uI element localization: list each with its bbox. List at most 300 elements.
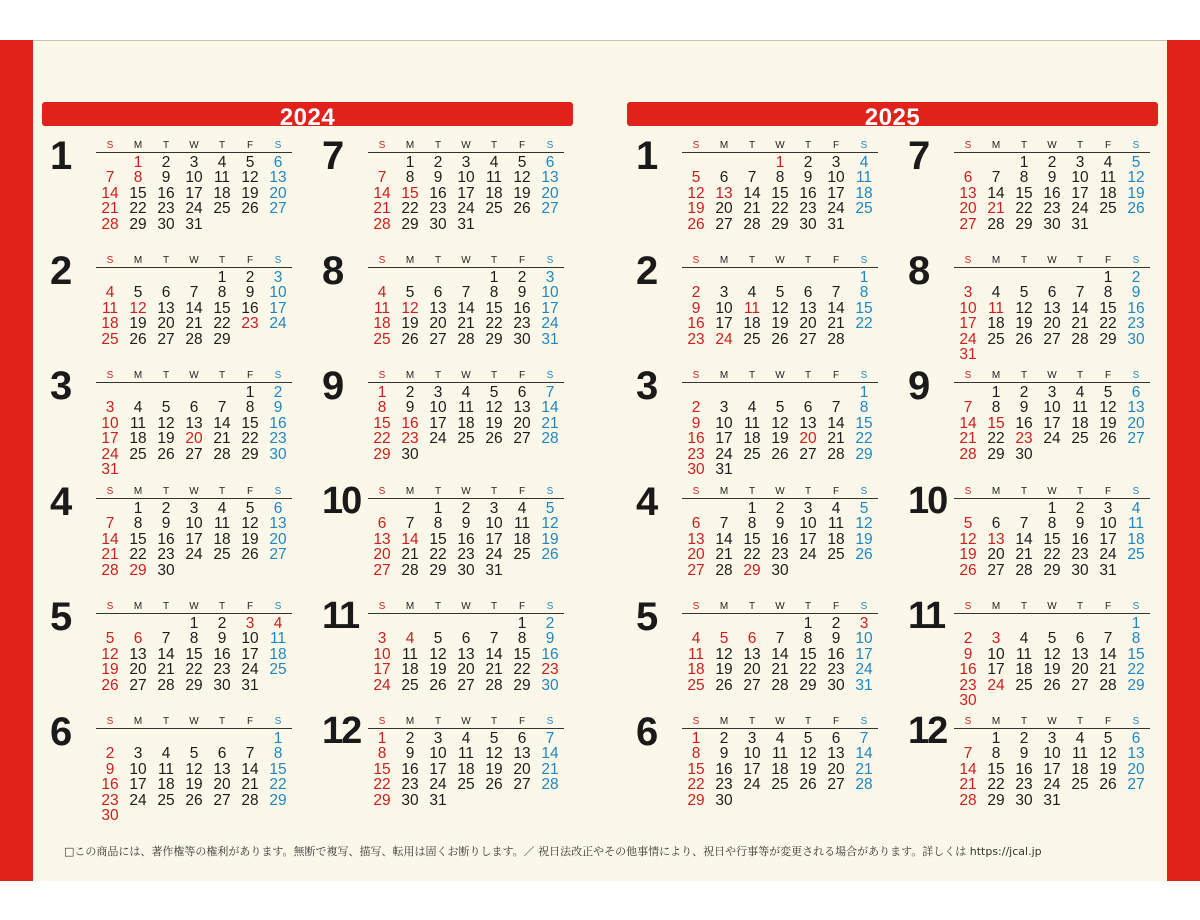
day-cell: 21 [1071, 315, 1089, 333]
day-cell: 26 [1099, 776, 1117, 794]
day-cell: 15 [987, 760, 1005, 778]
day-cell: 25 [687, 676, 705, 694]
day-cell: 13 [1127, 745, 1145, 763]
day-cell: 7 [105, 515, 115, 533]
day-cell: 1 [991, 730, 1001, 747]
day-cell: 27 [743, 676, 761, 694]
weekday-header: T [1076, 370, 1084, 381]
weekday-header: W [189, 140, 199, 151]
day-cell: 15 [771, 184, 789, 202]
day-cell: 18 [827, 530, 845, 548]
day-cell: 14 [457, 299, 475, 317]
day-cell: 23 [715, 776, 733, 794]
day-cell: 22 [687, 776, 705, 794]
day-cell: 31 [855, 676, 873, 694]
month-grid [682, 486, 878, 579]
day-cell: 17 [269, 299, 287, 317]
day-cell: 26 [1127, 200, 1145, 218]
month-block [50, 249, 320, 367]
weekday-header: M [133, 370, 143, 381]
day-cell: 21 [987, 200, 1005, 218]
day-cell: 7 [489, 630, 499, 648]
weekday-header: F [518, 486, 526, 497]
day-cell: 20 [373, 546, 391, 564]
day-cell: 15 [213, 299, 231, 317]
day-cell: 23 [213, 661, 231, 679]
day-cell: 7 [461, 284, 471, 302]
weekday-header: T [490, 486, 498, 497]
day-cell: 26 [687, 215, 705, 233]
day-cell: 9 [691, 299, 701, 317]
day-cell: 13 [129, 645, 147, 663]
day-cell: 4 [377, 284, 387, 302]
day-cell: 10 [185, 515, 203, 533]
day-cell: 25 [1015, 676, 1033, 694]
day-cell: 9 [1047, 169, 1057, 187]
day-cell: 18 [1127, 530, 1145, 548]
day-cell: 11 [213, 169, 231, 187]
day-cell: 27 [213, 791, 231, 809]
day-cell: 25 [213, 546, 231, 564]
month-grid [954, 601, 1150, 709]
day-cell: 19 [715, 661, 733, 679]
day-cell: 16 [401, 760, 419, 778]
day-cell: 9 [775, 515, 785, 533]
day-cell: 7 [963, 399, 973, 417]
year-title: 2025 [864, 104, 921, 131]
day-cell: 8 [1019, 169, 1029, 187]
day-cell: 18 [129, 430, 147, 448]
weekday-header: T [1076, 486, 1084, 497]
month-number: 1 [636, 134, 656, 178]
day-cell: 21 [541, 414, 559, 432]
day-cell: 14 [1071, 299, 1089, 317]
month-number: 10 [908, 480, 947, 522]
day-cell: 21 [541, 760, 559, 778]
day-cell: 1 [217, 269, 227, 286]
day-cell: 28 [541, 776, 559, 794]
weekday-header: T [218, 716, 226, 727]
day-cell: 17 [959, 315, 977, 333]
weekday-header: F [1104, 255, 1112, 266]
day-cell: 20 [799, 315, 817, 333]
day-cell: 13 [715, 184, 733, 202]
day-cell: 26 [241, 200, 259, 218]
day-cell: 31 [1043, 791, 1061, 809]
weekday-header: T [490, 140, 498, 151]
day-cell: 16 [457, 530, 475, 548]
month-number: 8 [908, 249, 928, 293]
day-cell: 16 [1127, 299, 1145, 317]
day-cell: 26 [157, 445, 175, 463]
day-cell: 28 [987, 215, 1005, 233]
day-cell: 14 [373, 184, 391, 202]
month-block [636, 134, 906, 252]
day-cell: 5 [105, 630, 115, 648]
day-cell: 24 [715, 330, 733, 348]
day-cell: 20 [269, 530, 287, 548]
day-cell: 5 [1019, 284, 1029, 302]
day-cell: 5 [245, 154, 255, 171]
day-cell: 15 [129, 530, 147, 548]
weekday-header: S [274, 601, 282, 612]
day-cell: 27 [429, 330, 447, 348]
weekday-header: T [1020, 601, 1028, 612]
day-cell: 18 [1071, 760, 1089, 778]
weekday-header: S [106, 486, 114, 497]
day-cell: 16 [959, 661, 977, 679]
day-cell: 13 [457, 645, 475, 663]
day-cell: 23 [157, 546, 175, 564]
weekday-header: S [692, 486, 700, 497]
day-cell: 27 [715, 215, 733, 233]
day-cell: 22 [1127, 661, 1145, 679]
day-cell: 7 [1019, 515, 1029, 533]
day-cell: 13 [1071, 645, 1089, 663]
weekday-header: S [378, 601, 386, 612]
weekday-header: M [991, 255, 1001, 266]
day-cell: 16 [1071, 530, 1089, 548]
day-cell: 19 [1015, 315, 1033, 333]
day-cell: 16 [771, 530, 789, 548]
day-cell: 28 [771, 676, 789, 694]
day-cell: 4 [1019, 630, 1029, 648]
day-cell: 5 [859, 500, 869, 517]
day-cell: 29 [687, 791, 705, 809]
day-cell: 2 [803, 154, 813, 171]
day-cell: 26 [429, 676, 447, 694]
day-cell: 30 [101, 807, 119, 824]
day-cell: 28 [213, 445, 231, 463]
month-number: 7 [908, 134, 928, 178]
day-cell: 3 [1047, 384, 1057, 401]
weekday-header: T [1076, 601, 1084, 612]
day-cell: 3 [133, 745, 143, 763]
day-cell: 20 [129, 661, 147, 679]
day-cell: 12 [687, 184, 705, 202]
month-block [50, 134, 320, 252]
day-cell: 29 [855, 445, 873, 463]
day-cell: 2 [831, 615, 841, 632]
day-cell: 25 [855, 200, 873, 218]
month-grid [954, 716, 1150, 809]
day-cell: 30 [1127, 330, 1145, 348]
day-cell: 19 [101, 661, 119, 679]
day-cell: 15 [373, 414, 391, 432]
day-cell: 28 [241, 791, 259, 809]
day-cell: 7 [545, 730, 555, 747]
day-cell: 15 [1043, 530, 1061, 548]
day-cell: 26 [513, 200, 531, 218]
weekday-header: W [775, 370, 785, 381]
day-cell: 5 [1131, 154, 1141, 171]
day-cell: 20 [157, 315, 175, 333]
day-cell: 20 [1071, 661, 1089, 679]
month-number: 11 [322, 595, 359, 637]
day-cell: 20 [827, 760, 845, 778]
weekday-header: M [405, 486, 415, 497]
day-cell: 15 [1127, 645, 1145, 663]
day-cell: 2 [775, 500, 785, 517]
day-cell: 2 [105, 745, 115, 763]
day-cell: 2 [1019, 384, 1029, 401]
day-cell: 29 [129, 215, 147, 233]
day-cell: 20 [185, 430, 203, 448]
day-cell: 14 [213, 414, 231, 432]
month-grid [96, 601, 292, 694]
weekday-header: T [804, 370, 812, 381]
weekday-header-row [682, 255, 878, 268]
day-cell: 20 [687, 546, 705, 564]
weekday-header: F [832, 601, 840, 612]
weekday-header: W [189, 486, 199, 497]
day-cell: 19 [241, 184, 259, 202]
day-cell: 11 [743, 414, 761, 432]
day-cell: 22 [1099, 315, 1117, 333]
day-cell: 27 [513, 776, 531, 794]
day-cell: 24 [987, 676, 1005, 694]
day-cell: 8 [775, 169, 785, 187]
day-cell: 7 [991, 169, 1001, 187]
day-cell: 25 [485, 200, 503, 218]
weekday-header: T [804, 601, 812, 612]
day-cell: 26 [401, 330, 419, 348]
day-cell: 8 [747, 515, 757, 533]
weekday-header-row [96, 370, 292, 383]
weekday-header: T [218, 370, 226, 381]
day-cell: 11 [129, 414, 147, 432]
day-cell: 17 [799, 530, 817, 548]
day-cell: 11 [827, 515, 845, 533]
day-cell: 25 [1127, 546, 1145, 564]
day-cell: 4 [461, 730, 471, 747]
day-cell: 6 [545, 154, 555, 171]
day-cell: 23 [1043, 200, 1061, 218]
day-cell: 10 [715, 299, 733, 317]
day-cell: 31 [429, 791, 447, 809]
day-cell: 25 [401, 676, 419, 694]
day-cell: 30 [429, 215, 447, 233]
day-cell: 3 [433, 730, 443, 747]
day-cell: 2 [963, 630, 973, 648]
day-cell: 22 [401, 200, 419, 218]
month-block [322, 364, 592, 482]
month-grid [368, 486, 564, 579]
day-cell: 6 [189, 399, 199, 417]
day-cell: 23 [513, 315, 531, 333]
day-cell: 4 [1075, 730, 1085, 747]
day-cell: 18 [1099, 184, 1117, 202]
day-cell: 25 [513, 546, 531, 564]
day-cell: 8 [803, 630, 813, 648]
day-cell: 28 [1099, 676, 1117, 694]
weekday-header: T [218, 601, 226, 612]
day-cell: 2 [719, 730, 729, 747]
weekday-header: T [748, 601, 756, 612]
month-block [50, 595, 320, 713]
day-cell: 4 [691, 630, 701, 648]
day-cell: 21 [401, 546, 419, 564]
month-grid [954, 140, 1150, 233]
day-cell: 8 [377, 399, 387, 417]
month-block [636, 710, 906, 828]
day-cell: 9 [1131, 284, 1141, 302]
day-cell: 3 [803, 500, 813, 517]
day-cell: 11 [1099, 169, 1117, 187]
day-cell: 11 [269, 630, 287, 648]
day-cell: 7 [831, 399, 841, 417]
weekday-header: S [860, 716, 868, 727]
day-cell: 18 [401, 661, 419, 679]
day-cell: 31 [241, 676, 259, 694]
day-cell: 3 [433, 384, 443, 401]
day-cell: 29 [1127, 676, 1145, 694]
weekday-header: S [860, 486, 868, 497]
weekday-header: S [106, 716, 114, 727]
day-cell: 22 [429, 546, 447, 564]
weekday-header: S [964, 716, 972, 727]
day-cell: 16 [269, 414, 287, 432]
weekday-header: F [246, 486, 254, 497]
weekday-header: S [106, 370, 114, 381]
day-cell: 15 [513, 645, 531, 663]
day-cell: 12 [241, 169, 259, 187]
day-cell: 26 [1043, 676, 1061, 694]
day-cell: 1 [1103, 269, 1113, 286]
month-number: 12 [322, 710, 361, 752]
day-cell: 14 [959, 760, 977, 778]
day-cell: 19 [771, 430, 789, 448]
day-cell: 15 [687, 760, 705, 778]
day-cell: 3 [719, 284, 729, 302]
day-cell: 23 [799, 200, 817, 218]
day-cell: 9 [963, 645, 973, 663]
day-cell: 11 [457, 745, 475, 763]
day-cell: 14 [185, 299, 203, 317]
day-cell: 3 [105, 399, 115, 417]
day-cell: 11 [213, 515, 231, 533]
day-cell: 6 [433, 284, 443, 302]
weekday-header-row [96, 140, 292, 153]
day-cell: 2 [217, 615, 227, 632]
day-cell: 30 [513, 330, 531, 348]
day-cell: 4 [1103, 154, 1113, 171]
weekday-header: W [461, 601, 471, 612]
weekday-header: T [490, 601, 498, 612]
day-cell: 22 [373, 776, 391, 794]
day-cell: 24 [457, 200, 475, 218]
day-cell: 5 [517, 154, 527, 171]
month-number: 11 [908, 595, 945, 637]
weekday-header-row [682, 716, 878, 729]
day-cell: 18 [743, 430, 761, 448]
day-cell: 8 [189, 630, 199, 648]
day-cell: 31 [101, 461, 119, 478]
day-cell: 28 [457, 330, 475, 348]
day-cell: 13 [1127, 399, 1145, 417]
weekday-header: S [378, 255, 386, 266]
day-cell: 2 [1131, 269, 1141, 286]
day-cell: 4 [161, 745, 171, 763]
month-number: 2 [636, 249, 656, 293]
day-cell: 2 [161, 500, 171, 517]
day-cell: 10 [799, 515, 817, 533]
day-cell: 17 [987, 661, 1005, 679]
day-cell: 10 [715, 414, 733, 432]
day-cell: 10 [129, 760, 147, 778]
day-cell: 30 [401, 445, 419, 463]
day-cell: 9 [719, 745, 729, 763]
day-cell: 31 [959, 346, 977, 363]
weekday-header: M [405, 140, 415, 151]
day-cell: 16 [715, 760, 733, 778]
day-cell: 8 [691, 745, 701, 763]
day-cell: 3 [189, 500, 199, 517]
weekday-header: M [719, 370, 729, 381]
day-cell: 2 [273, 384, 283, 401]
day-cell: 5 [245, 500, 255, 517]
day-cell: 23 [541, 661, 559, 679]
day-cell: 23 [959, 676, 977, 694]
day-cell: 31 [715, 461, 733, 478]
day-cell: 14 [855, 745, 873, 763]
day-cell: 19 [855, 530, 873, 548]
weekday-header: T [1020, 716, 1028, 727]
weekday-header: S [1132, 140, 1140, 151]
weekday-header: M [991, 601, 1001, 612]
month-number: 9 [322, 364, 342, 408]
day-cell: 21 [959, 430, 977, 448]
day-cell: 28 [185, 330, 203, 348]
day-cell: 20 [213, 776, 231, 794]
day-cell: 21 [213, 430, 231, 448]
day-cell: 21 [771, 661, 789, 679]
day-cell: 31 [457, 215, 475, 233]
day-cell: 9 [161, 169, 171, 187]
day-cell: 20 [715, 200, 733, 218]
day-cell: 20 [1127, 760, 1145, 778]
weekday-header: S [378, 370, 386, 381]
weekday-header: W [775, 140, 785, 151]
day-cell: 11 [987, 299, 1005, 317]
day-cell: 24 [429, 776, 447, 794]
day-cell: 28 [1071, 330, 1089, 348]
weekday-header: S [274, 140, 282, 151]
day-cell: 23 [269, 430, 287, 448]
day-cell: 22 [129, 546, 147, 564]
day-cell: 27 [129, 676, 147, 694]
day-cell: 31 [485, 561, 503, 579]
day-cell: 22 [771, 200, 789, 218]
day-cell: 1 [991, 384, 1001, 401]
day-cell: 7 [1103, 630, 1113, 648]
month-block [322, 249, 592, 367]
weekday-header: S [546, 255, 554, 266]
weekday-header-row [954, 716, 1150, 729]
day-cell: 23 [157, 200, 175, 218]
weekday-header: S [1132, 716, 1140, 727]
day-cell: 10 [241, 630, 259, 648]
weekday-header: F [246, 255, 254, 266]
day-cell: 23 [687, 445, 705, 463]
day-cell: 19 [129, 315, 147, 333]
day-cell: 29 [987, 791, 1005, 809]
weekday-header: S [274, 370, 282, 381]
day-cell: 25 [457, 430, 475, 448]
day-cell: 30 [687, 461, 705, 478]
day-cell: 15 [241, 414, 259, 432]
weekday-header: F [518, 601, 526, 612]
